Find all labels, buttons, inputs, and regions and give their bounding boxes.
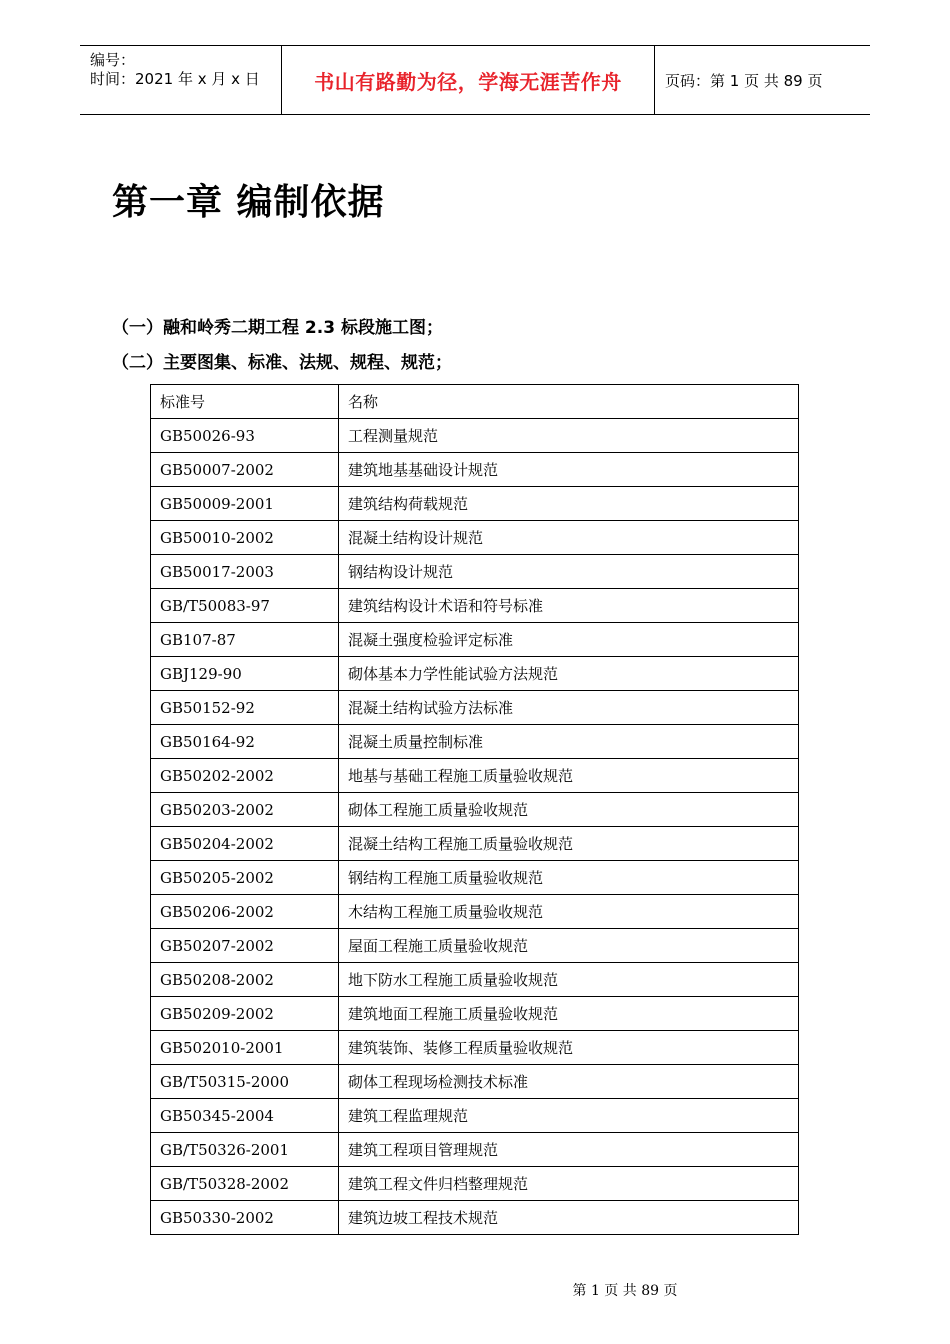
standard-name-cell: 混凝土质量控制标准 — [339, 725, 799, 759]
standard-code-cell: GB50202-2002 — [151, 759, 339, 793]
standard-code-cell: GB50026-93 — [151, 419, 339, 453]
table-row — [151, 895, 799, 929]
standard-code-cell: GB/T50083-97 — [151, 589, 339, 623]
standards-table — [150, 384, 799, 1235]
table-row — [151, 1065, 799, 1099]
standard-name-cell: 建筑边坡工程技术规范 — [339, 1201, 799, 1235]
standard-name-cell: 屋面工程施工质量验收规范 — [339, 929, 799, 963]
standard-name-cell: 建筑工程项目管理规范 — [339, 1133, 799, 1167]
page-footer: 第 1 页 共 89 页 — [572, 1283, 678, 1299]
table-header-row — [151, 385, 799, 419]
standard-name-cell: 钢结构工程施工质量验收规范 — [339, 861, 799, 895]
table-row — [151, 1201, 799, 1235]
standard-name-cell: 木结构工程施工质量验收规范 — [339, 895, 799, 929]
table-row — [151, 793, 799, 827]
table-row — [151, 657, 799, 691]
standard-name-cell: 混凝土强度检验评定标准 — [339, 623, 799, 657]
standard-code-cell: GB50345-2004 — [151, 1099, 339, 1133]
table-row — [151, 1099, 799, 1133]
table-row — [151, 453, 799, 487]
header-meta-cell — [80, 46, 282, 114]
header-motto: 书山有路勤为径，学海无涯苦作舟 — [314, 69, 622, 94]
standard-code-cell: GB50205-2002 — [151, 861, 339, 895]
table-row — [151, 419, 799, 453]
standard-code-cell: GB50007-2002 — [151, 453, 339, 487]
standard-name-cell: 混凝土结构工程施工质量验收规范 — [339, 827, 799, 861]
table-row — [151, 929, 799, 963]
column-header-name: 名称 — [339, 385, 799, 419]
basis-item-standards: （二）主要图集、标准、法规、规程、规范； — [112, 353, 452, 373]
standard-code-cell: GBJ129-90 — [151, 657, 339, 691]
table-row — [151, 1167, 799, 1201]
standards-table-body — [151, 419, 799, 1235]
standard-name-cell: 建筑地面工程施工质量验收规范 — [339, 997, 799, 1031]
standard-code-cell: GB107-87 — [151, 623, 339, 657]
standard-name-cell: 钢结构设计规范 — [339, 555, 799, 589]
table-row — [151, 861, 799, 895]
table-row — [151, 691, 799, 725]
table-row — [151, 589, 799, 623]
standard-code-cell: GB50010-2002 — [151, 521, 339, 555]
standard-name-cell: 砌体基本力学性能试验方法规范 — [339, 657, 799, 691]
table-row — [151, 555, 799, 589]
standard-code-cell: GB50207-2002 — [151, 929, 339, 963]
document-number-label: 编号： — [90, 51, 136, 69]
header-motto-cell — [282, 46, 655, 114]
standard-name-cell: 混凝土结构设计规范 — [339, 521, 799, 555]
table-row — [151, 997, 799, 1031]
standard-code-cell: GB50206-2002 — [151, 895, 339, 929]
standard-name-cell: 建筑工程文件归档整理规范 — [339, 1167, 799, 1201]
standard-name-cell: 建筑工程监理规范 — [339, 1099, 799, 1133]
standard-code-cell: GB502010-2001 — [151, 1031, 339, 1065]
header-page-info: 页码：第 1 页 共 89 页 — [665, 71, 823, 90]
document-time-label: 时间：2021 年 x 月 x 日 — [90, 70, 260, 88]
standard-name-cell: 地下防水工程施工质量验收规范 — [339, 963, 799, 997]
standard-code-cell: GB50009-2001 — [151, 487, 339, 521]
standard-name-cell: 砌体工程现场检测技术标准 — [339, 1065, 799, 1099]
standard-name-cell: 砌体工程施工质量验收规范 — [339, 793, 799, 827]
standard-name-cell: 建筑结构设计术语和符号标准 — [339, 589, 799, 623]
standard-code-cell: GB50164-92 — [151, 725, 339, 759]
standard-name-cell: 建筑地基基础设计规范 — [339, 453, 799, 487]
standard-code-cell: GB50208-2002 — [151, 963, 339, 997]
standard-code-cell: GB50017-2003 — [151, 555, 339, 589]
column-header-code: 标准号 — [151, 385, 339, 419]
table-row — [151, 1133, 799, 1167]
standard-code-cell: GB50330-2002 — [151, 1201, 339, 1235]
table-row — [151, 623, 799, 657]
page-header — [80, 45, 870, 115]
standard-code-cell: GB50152-92 — [151, 691, 339, 725]
header-page-cell — [655, 46, 870, 114]
standard-code-cell: GB/T50315-2000 — [151, 1065, 339, 1099]
table-row — [151, 759, 799, 793]
table-row — [151, 827, 799, 861]
standard-name-cell: 建筑结构荷载规范 — [339, 487, 799, 521]
standard-name-cell: 建筑装饰、装修工程质量验收规范 — [339, 1031, 799, 1065]
standard-name-cell: 工程测量规范 — [339, 419, 799, 453]
standard-code-cell: GB/T50328-2002 — [151, 1167, 339, 1201]
standard-code-cell: GB50203-2002 — [151, 793, 339, 827]
standard-name-cell: 地基与基础工程施工质量验收规范 — [339, 759, 799, 793]
table-row — [151, 521, 799, 555]
table-row — [151, 1031, 799, 1065]
table-row — [151, 963, 799, 997]
table-row — [151, 487, 799, 521]
basis-item-construction-drawings: （一）融和岭秀二期工程 2.3 标段施工图； — [112, 318, 443, 338]
standard-code-cell: GB50204-2002 — [151, 827, 339, 861]
standard-code-cell: GB50209-2002 — [151, 997, 339, 1031]
chapter-title: 第一章 编制依据 — [112, 182, 385, 223]
table-row — [151, 725, 799, 759]
standard-name-cell: 混凝土结构试验方法标准 — [339, 691, 799, 725]
standard-code-cell: GB/T50326-2001 — [151, 1133, 339, 1167]
